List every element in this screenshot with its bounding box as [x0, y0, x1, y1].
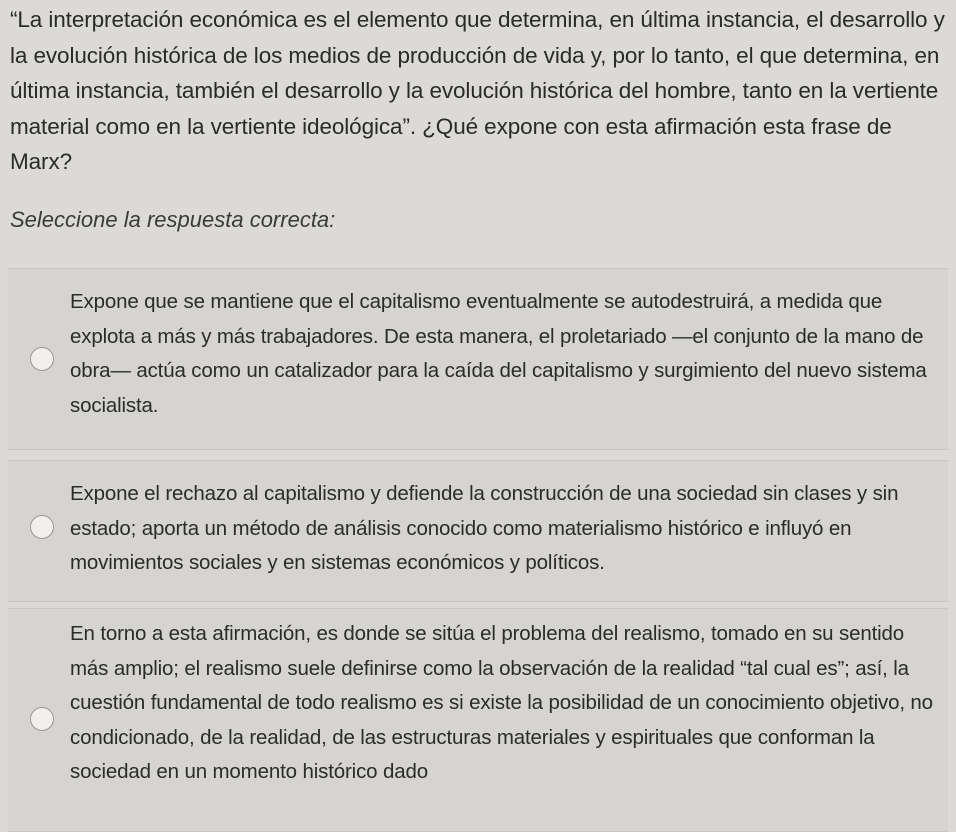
answer-option-2[interactable]: [8, 460, 948, 602]
answer-option-1[interactable]: [8, 268, 948, 450]
option-1-text: Expone que se mantiene que el capitalismo eventualmente se autodestruirá, a medida que explota a más y más trabajadores. De esta manera, el proletariado —el conjunto de la mano de obra— actúa como un catalizador para la caída del capitalismo y surgimiento del nuevo sistema socialista.: [70, 290, 927, 417]
radio-button-option-3[interactable]: [30, 707, 54, 731]
option-2-text: Expone el rechazo al capitalismo y defiende la construcción de una sociedad sin clases y sin estado; aporta un método de análisis conocido como materialismo histórico e influyó en movimientos sociales y en sistemas económicos y políticos.: [70, 482, 899, 574]
instruction-label: Seleccione la respuesta correcta:: [10, 207, 336, 232]
radio-button-option-2[interactable]: [30, 515, 54, 539]
radio-button-option-1[interactable]: [30, 347, 54, 371]
answer-option-3[interactable]: [8, 608, 948, 832]
option-3-text: En torno a esta afirmación, es donde se sitúa el problema del realismo, tomado en su sentido más amplio; el realismo suele definirse como la observación de la realidad “tal cual es”; así, la cuestión fundamental de todo realismo es si existe la posibilidad de un conocimiento objetivo, no condicionado, de la realidad, de las estructuras materiales y espirituales que conforman la sociedad en un momento histórico dado: [70, 622, 933, 783]
question-text: “La interpretación económica es el elemento que determina, en última instancia, el desarrollo y la evolución histórica de los medios de producción de vida y, por lo tanto, el que determina, en última instancia, también el desarrollo y la evolución histórica del hombre, tanto en la vertiente material como en la vertiente ideológica”. ¿Qué expone con esta afirmación esta frase de Marx?: [10, 7, 945, 174]
